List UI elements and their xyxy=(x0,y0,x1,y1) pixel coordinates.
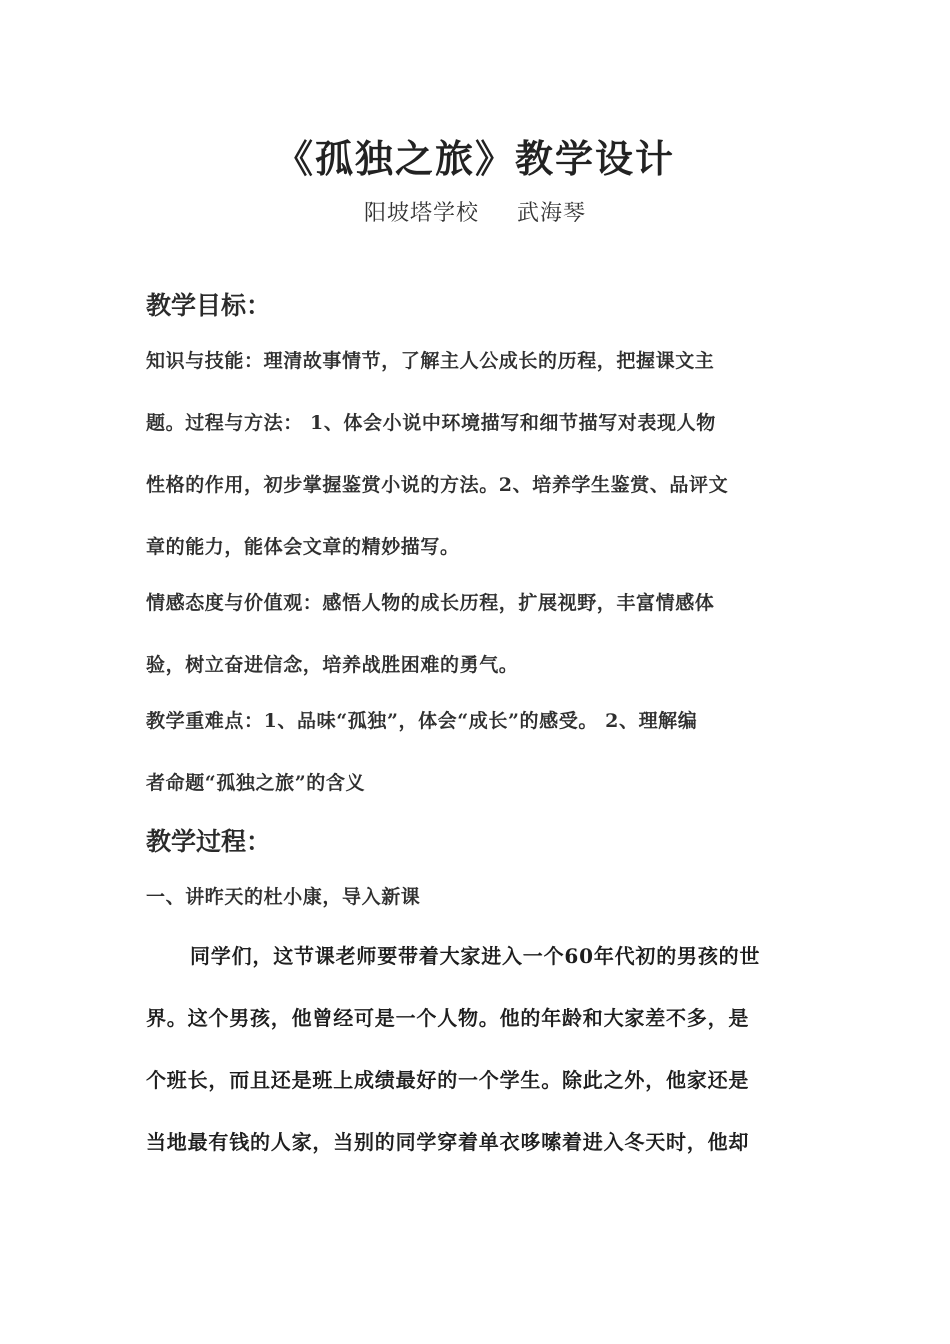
key-difficulties-line: 者命题“孤独之旅”的含义 xyxy=(146,772,366,794)
objectives-line: 情感态度与价值观：感悟人物的成长历程，扩展视野，丰富情感体 xyxy=(146,592,715,614)
story-paragraph-line: 同学们，这节课老师要带着大家进入一个60年代初的男孩的世 xyxy=(190,944,761,968)
objectives-line: 题。过程与方法： 1、体会小说中环境描写和细节描写对表现人物 xyxy=(146,412,716,434)
key-difficulties-line: 教学重难点：1、品味“孤独”，体会“成长”的感受。 2、理解编 xyxy=(146,710,698,732)
objectives-line: 章的能力，能体会文章的精妙描写。 xyxy=(146,536,460,558)
story-paragraph-line: 界。这个男孩，他曾经可是一个人物。他的年龄和大家差不多，是 xyxy=(146,1006,750,1030)
process-heading: 教学过程： xyxy=(146,827,272,856)
objectives-heading: 教学目标： xyxy=(146,291,272,320)
process-step-1: 一、讲昨天的杜小康，导入新课 xyxy=(146,886,421,908)
story-paragraph-line: 当地最有钱的人家，当别的同学穿着单衣哆嗦着进入冬天时，他却 xyxy=(146,1130,750,1154)
author-byline xyxy=(0,196,950,227)
author-school: 阳坡塔学校 xyxy=(363,201,479,226)
author-name: 武海琴 xyxy=(517,201,587,226)
objectives-line: 性格的作用，初步掌握鉴赏小说的方法。2、培养学生鉴赏、品评文 xyxy=(146,474,729,496)
story-paragraph-line: 个班长，而且还是班上成绩最好的一个学生。除此之外，他家还是 xyxy=(146,1068,750,1092)
document-title: 《孤独之旅》教学设计 xyxy=(274,136,675,181)
objectives-line: 知识与技能：理清故事情节，了解主人公成长的历程，把握课文主 xyxy=(146,350,715,372)
objectives-line: 验，树立奋进信念，培养战胜困难的勇气。 xyxy=(146,654,519,676)
